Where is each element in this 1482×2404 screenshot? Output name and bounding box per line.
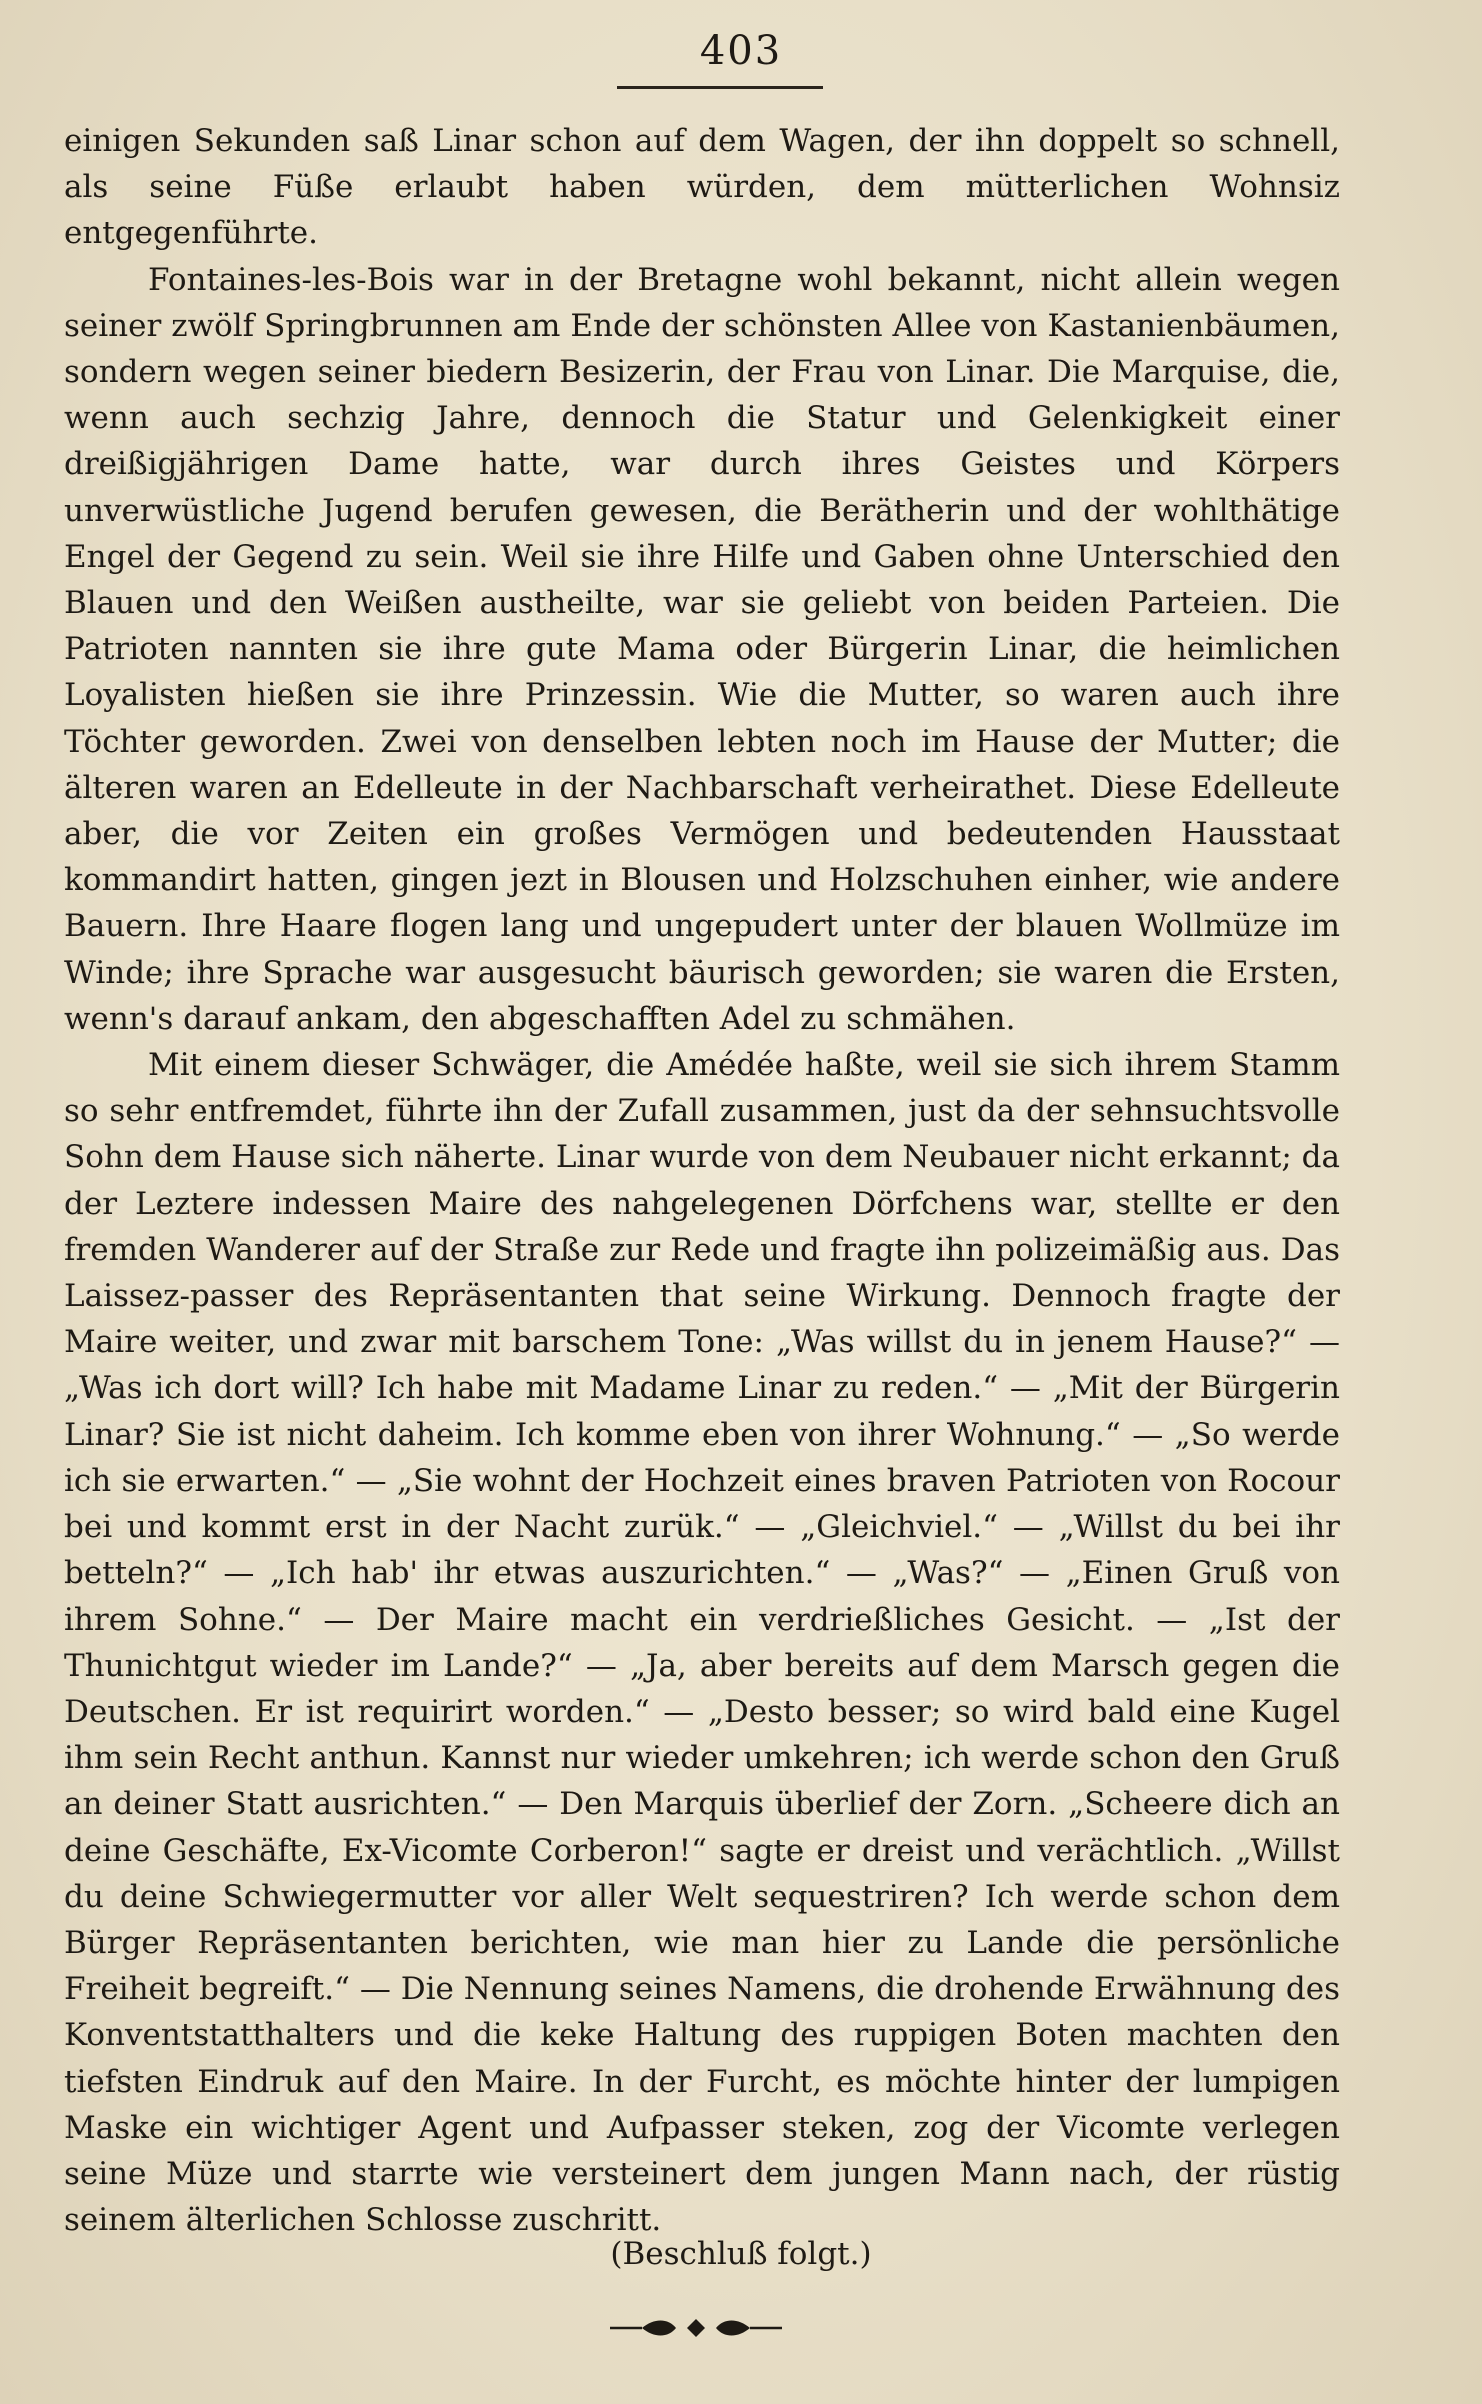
paragraph: Mit einem dieser Schwäger, die Amédée haßte, weil sie sich ihrem Stamm so sehr entfremdet, führte ihn der Zufall zusammen, just da der sehnsuchtsvolle Sohn dem Hause sich näherte. Linar wurde von dem Neubauer nicht erkannt; da der Leztere indessen Maire des nahgelegenen Dörfchens war, stellte er den fremden Wanderer auf der Straße zur Rede und fragte ihn polizeimäßig aus. Das Laissez-passer des Repräsentanten that seine Wirkung. Dennoch fragte der Maire weiter, und zwar mit barschem Tone: „Was willst du in jenem Hause?“ — „Was ich dort will? Ich habe mit Madame Linar zu reden.“ — „Mit der Bürgerin Linar? Sie ist nicht daheim. Ich komme eben von ihrer Wohnung.“ — „So werde ich sie erwarten.“ — „Sie wohnt der Hochzeit eines braven Patrioten von Rocour bei und kommt erst in der Nacht zurük.“ — „Gleichviel.“ — „Willst du bei ihr betteln?“ — „Ich hab' ihr etwas auszurichten.“ — „Was?“ — „Einen Gruß von ihrem Sohne.“ — Der Maire macht ein verdrießliches Gesicht. — „Ist der Thunichtgut wieder im Lande?“ — „Ja, aber bereits auf dem Marsch gegen die Deutschen. Er ist requirirt worden.“ — „Desto besser; so wird bald eine Kugel ihm sein Recht anthun. Kannst nur wieder umkehren; ich werde schon den Gruß an deiner Statt ausrichten.“ — Den Marquis überlief der Zorn. „Scheere dich an deine Geschäfte, Ex-Vicomte Corberon!“ sagte er dreist und verächtlich. „Willst du deine Schwiegermutter vor aller Welt sequestriren? Ich werde schon dem Bürger Repräsentanten berichten, wie man hier zu Lande die persönliche Freiheit begreift.“ — Die Nennung seines Namens, die drohende Erwähnung des Konventstatthalters und die keke Haltung des ruppigen Boten machten den tiefsten Eindruk auf den Maire. In der Furcht, es möchte hinter der lumpigen Maske ein wichtiger Agent und Aufpasser steken, zog der Vicomte verlegen seine Müze und starrte wie versteinert dem jungen Mann nach, der rüstig seinem älterlichen Schlosse zuschritt. — [64, 1047, 1340, 2239]
closing-note: (Beschluß folgt.) — [610, 2236, 872, 2272]
tailpiece-ornament-icon — [606, 2308, 786, 2348]
paragraph-continued: einigen Sekunden saß Linar schon auf dem Wagen, der ihn doppelt so schnell, als seine Füße erlaubt haben würden, dem mütterlichen Wohnsiz entgegenführte. — [64, 123, 1340, 252]
page-number: 403 — [699, 28, 783, 74]
header-rule — [617, 86, 823, 89]
paragraph: Fontaines-les-Bois war in der Bretagne wohl bekannt, nicht allein wegen seiner zwölf Springbrunnen am Ende der schönsten Allee von Kastanienbäumen, sondern wegen seiner biedern Besizerin, der Frau von Linar. Die Marquise, die, wenn auch sechzig Jahre, dennoch die Statur und Gelenkigkeit einer dreißigjährigen Dame hatte, war durch ihres Geistes und Körpers unverwüstliche Jugend berufen gewesen, die Berätherin und der wohlthätige Engel der Gegend zu sein. Weil sie ihre Hilfe und Gaben ohne Unterschied den Blauen und den Weißen austheilte, war sie geliebt von beiden Parteien. Die Patrioten nannten sie ihre gute Mama oder Bürgerin Linar, die heimlichen Loyalisten hießen sie ihre Prinzessin. Wie die Mutter, so waren auch ihre Töchter geworden. Zwei von denselben lebten noch im Hause der Mutter; die älteren waren an Edelleute in der Nachbarschaft verheirathet. Diese Edelleute aber, die vor Zeiten ein großes Vermögen und bedeutenden Hausstaat kommandirt hatten, gingen jezt in Blousen und Holzschuhen einher, wie andere Bauern. Ihre Haare flogen lang und ungepudert unter der blauen Wollmüze im Winde; ihre Sprache war ausgesucht bäurisch geworden; sie waren die Ersten, wenn's darauf ankam, den abgeschafften Adel zu schmähen. — [64, 261, 1340, 1037]
body-text — [64, 118, 1340, 2243]
